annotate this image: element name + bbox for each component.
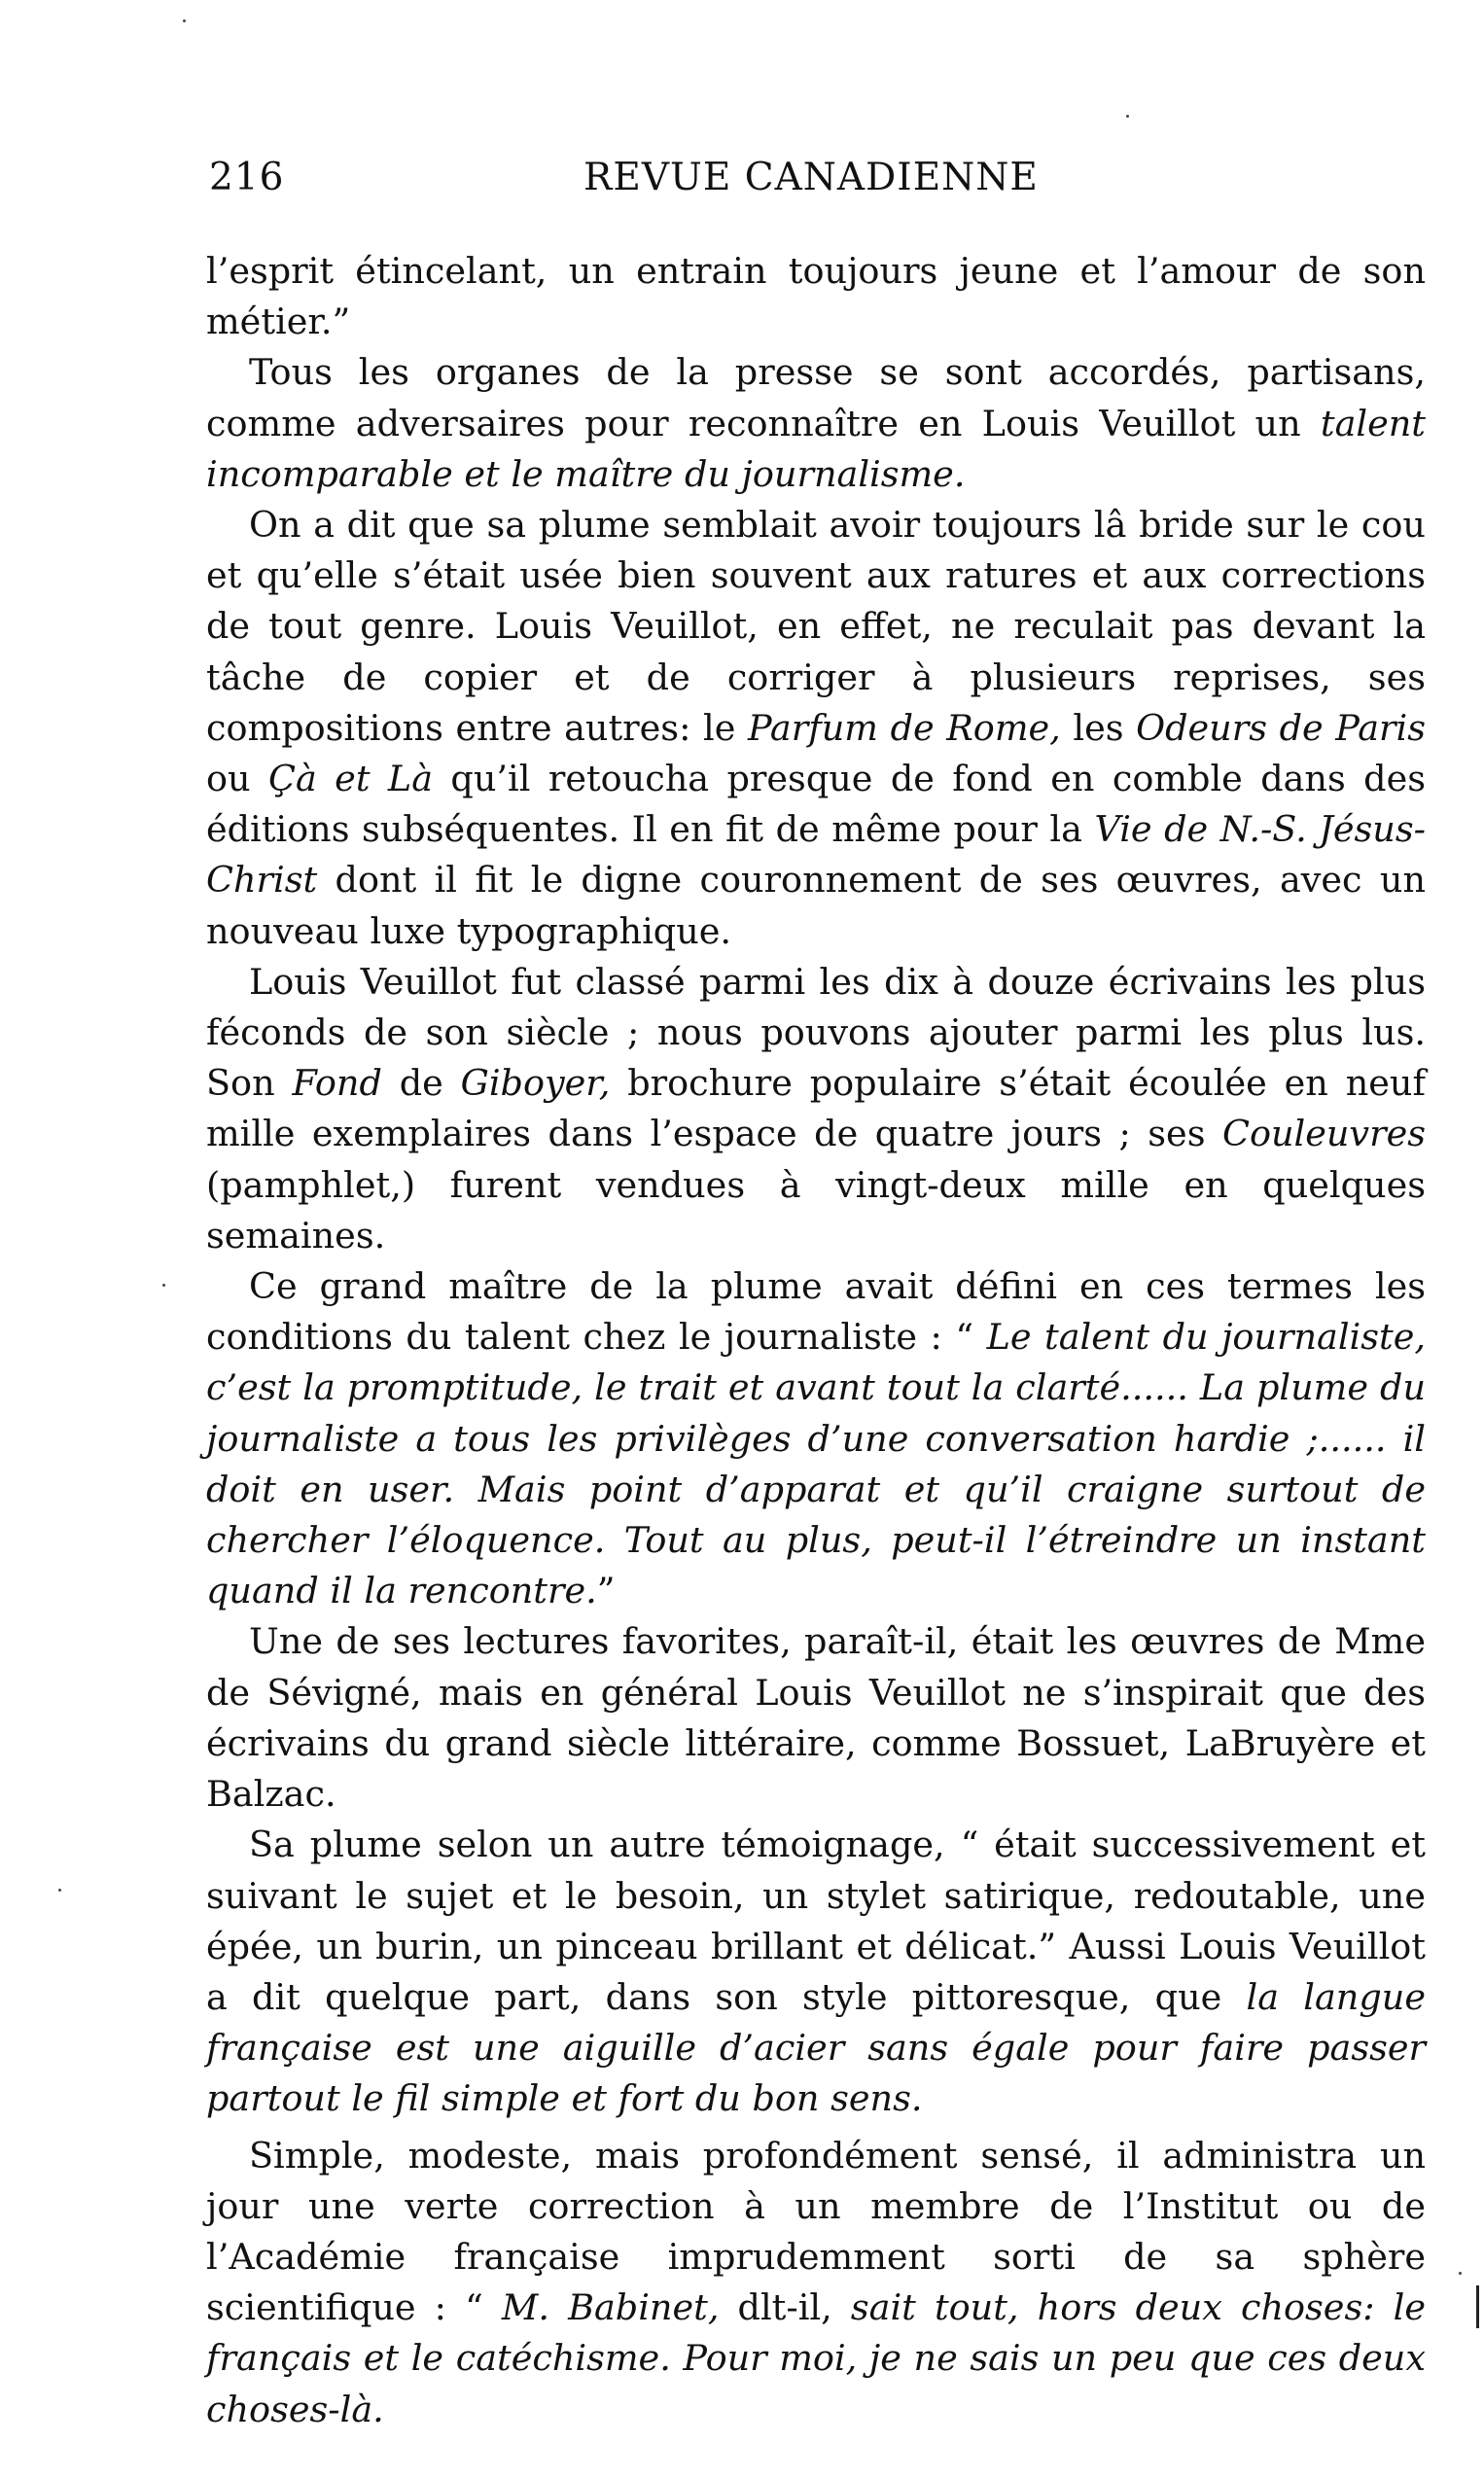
italic-text: Couleuvres: [1221, 1113, 1426, 1155]
text-run: les: [1060, 706, 1137, 749]
italic-text: Vie de N.-S. Jésus-Christ: [206, 808, 1426, 902]
text-run: Tous les organes de la presse se sont accordés, partisans, comme adversaires pour reconnaître en Louis Veuillot un: [206, 351, 1426, 444]
text-run: l’esprit étincelant, un entrain toujours jeune et l’amour de son métier.”: [206, 250, 1426, 343]
italic-text: sait tout, hors deux choses: le français et le catéchisme. Pour moi, je ne sais un peu que ces deux choses-là.: [206, 2286, 1427, 2430]
text-run: brochure populaire s’était écoulée en neuf mille exemplaires dans l’espace de quatre jours ; ses: [206, 1062, 1426, 1155]
paragraph: [206, 500, 1426, 957]
scan-speck: [58, 1889, 61, 1892]
paragraph: [206, 347, 1426, 500]
text-run: de: [381, 1062, 461, 1105]
running-head: REVUE CANADIENNE: [583, 156, 1039, 199]
scan-speck: [162, 1284, 165, 1287]
text-run: qu’il retoucha presque de fond en comble dans des éditions subséquentes. Il en fit de même pour la: [206, 758, 1426, 851]
text-run: dlt-il,: [719, 2286, 851, 2329]
text-run: Sa plume selon un autre témoignage, “ était successivement et suivant le sujet et le besoin, un stylet satirique, redoutable, une épée, un burin, un pinceau brillant et délicat.” Aussi Louis Veuillot a dit quelque part, dans son style pittoresque, que: [206, 1823, 1426, 2018]
text-run: Louis Veuillot fut classé parmi les dix à douze écrivains les plus féconds de son siècle ; nous pouvons ajouter parmi les plus lus. Son: [206, 960, 1426, 1105]
italic-text: Giboyer,: [460, 1062, 611, 1105]
italic-text: Le talent du journaliste, c’est la promptitude, le trait et avant tout la clarté...... La plume du journaliste a tous les privilèges d’une conversation hardie ;...... il doit en user. Mais point d’apparat et qu’il craigne surtout de chercher l’éloquence. Tout au plus, peut-il l’étreindre un instant quand il la rencontre.: [206, 1316, 1426, 1612]
text-run: Une de ses lectures favorites, paraît-il, était les œuvres de Mme de Sévigné, mais en général Louis Veuillot ne s’inspirait que des écrivains du grand siècle littéraire, comme Bossuet, LaBruyère et Balzac.: [206, 1620, 1426, 1816]
italic-text: Odeurs de Paris: [1136, 706, 1426, 749]
paragraph: [206, 246, 1426, 347]
text-run: dont il fit le digne couronnement de ses œuvres, avec un nouveau luxe typographique.: [206, 859, 1426, 952]
paragraph: [206, 2131, 1426, 2435]
margin-mark: [1476, 2285, 1479, 2328]
italic-text: Parfum de Rome,: [747, 706, 1061, 749]
text-run: ”: [596, 1570, 616, 1612]
scan-speck: [183, 19, 186, 22]
scan-speck: [1126, 115, 1129, 118]
text-run: ou: [206, 758, 268, 800]
paragraph: [206, 1261, 1426, 1616]
text-run: Simple, modeste, mais profondément sensé, il administra un jour une verte correction à un membre de l’Institut ou de l’Académie française imprudemment sorti de sa sphère scientifique : “: [206, 2134, 1426, 2329]
italic-text: talent incomparable et le maître du journalisme.: [206, 402, 1426, 495]
scan-speck: [1459, 2272, 1462, 2275]
paragraph: [206, 1820, 1426, 2124]
text-run: Ce grand maître de la plume avait défini en ces termes les conditions du talent chez le journaliste : “: [206, 1265, 1426, 1359]
italic-text: M. Babinet,: [501, 2286, 720, 2329]
page-number: 216: [209, 156, 285, 199]
paragraph: [206, 1616, 1426, 1820]
text-run: On a dit que sa plume semblait avoir toujours lâ bride sur le cou et qu’elle s’était usée bien souvent aux ratures et aux corrections de tout genre. Louis Veuillot, en effet, ne reculait pas devant la tâche de copier et de corriger à plusieurs reprises, ses compositions entre autres: le: [206, 504, 1426, 749]
text-run: (pamphlet,) furent vendues à vingt-deux mille en quelques semaines.: [206, 1163, 1426, 1257]
page-header: [209, 156, 1055, 214]
paragraph: [206, 957, 1426, 1261]
italic-text: Fond: [292, 1062, 382, 1105]
body-text: [206, 246, 1426, 2435]
italic-text: Çà et Là: [267, 758, 434, 800]
italic-text: la langue française est une aiguille d’acier sans égale pour faire passer partout le fil simple et fort du bon sens.: [206, 1975, 1426, 2120]
